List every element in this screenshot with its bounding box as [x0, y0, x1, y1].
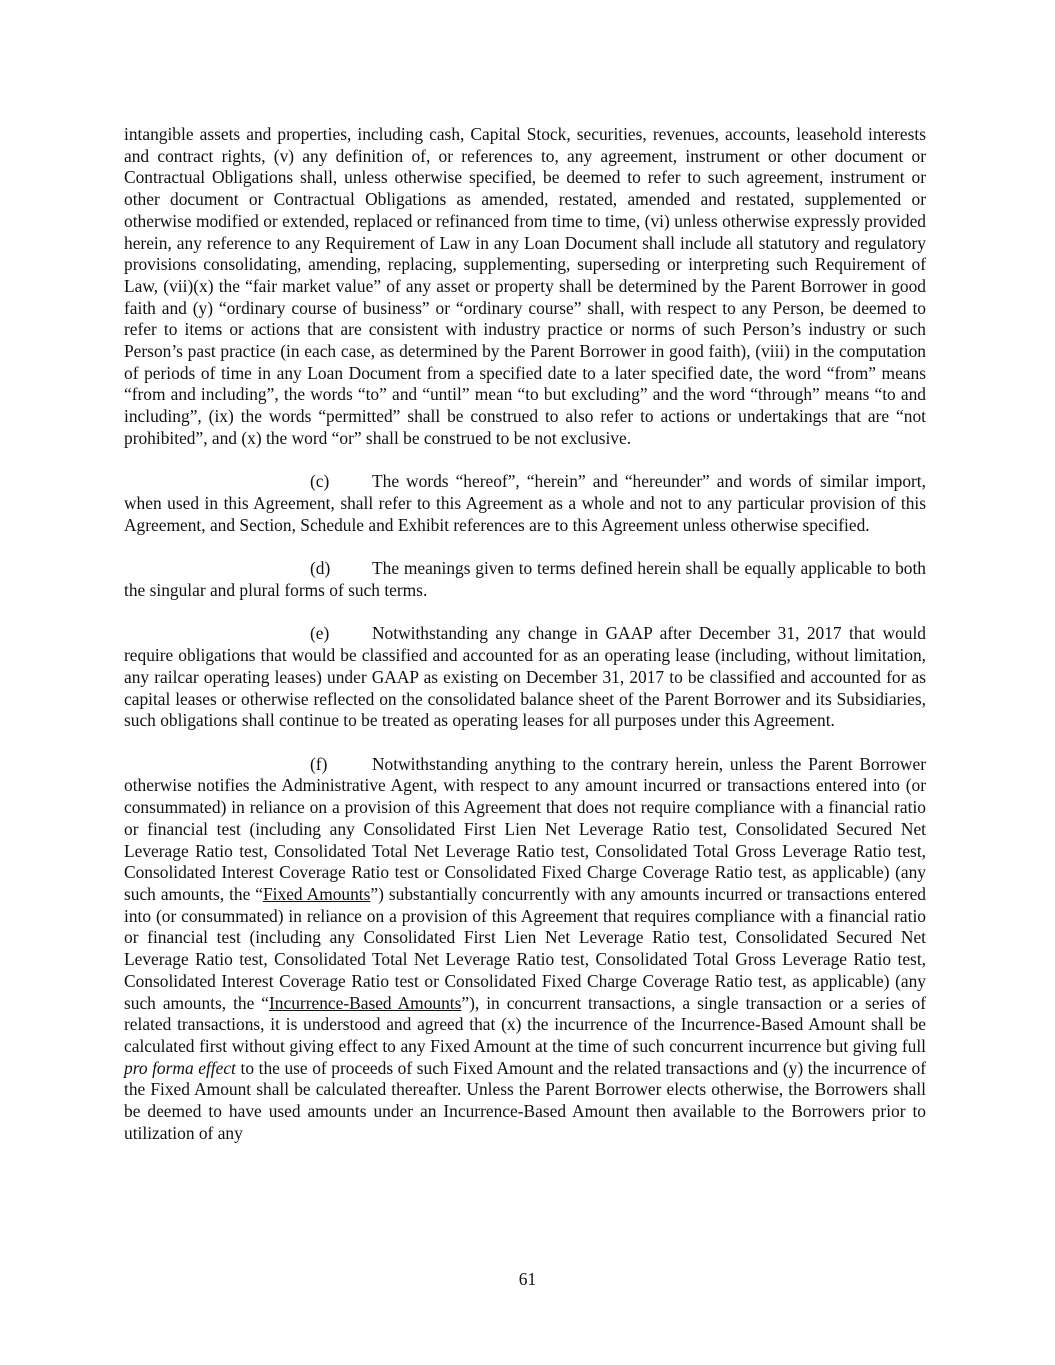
- paragraph-text: The meanings given to terms defined herein shall be equally applicable to both the singular and plural forms of such terms.: [124, 558, 926, 600]
- defined-term-incurrence-based-amounts: Incurrence-Based Amounts: [269, 992, 462, 1013]
- document-page: [124, 124, 926, 1166]
- paragraph-text: Notwithstanding any change in GAAP after December 31, 2017 that would require obligations that would be classified and accounted for as an operating lease (including, without limitation, any railcar operating leases) under GAAP as existing on December 31, 2017 to be classified and accounted for as capital leases or otherwise reflected on the consolidated balance sheet of the Parent Borrower and its Subsidiaries, such obligations shall continue to be treated as operating leases for all purposes under this Agreement.: [124, 623, 926, 731]
- paragraph-label: (d): [310, 558, 331, 579]
- paragraph-text-part: Notwithstanding anything to the contrary herein, unless the Parent Borrower otherwise notifies the Administrative Agent, with respect to any amount incurred or transactions entered into (or consummated) in reliance on a provision of this Agreement that does not require compliance with a financial ratio or financial test (including any Consolidated First Lien Net Leverage Ratio test, Consolidated Secured Net Leverage Ratio test, Consolidated Total Net Leverage Ratio test, Consolidated Total Gross Leverage Ratio test, Consolidated Interest Coverage Ratio test or Consolidated Fixed Charge Coverage Ratio test, as applicable) (any such amounts, the “: [124, 753, 926, 904]
- paragraph-text-part: ”), in concurrent transactions, a single transaction or a series of related transactions, it is understood and agreed that (x) the incurrence of the Incurrence-Based Amount shall be calculated first without giving effect to any Fixed Amount at the time of such concurrent incurrence but giving full: [124, 992, 926, 1056]
- paragraph-text-part: to the use of proceeds of such Fixed Amount and the related transactions and (y) the incurrence of the Fixed Amount shall be calculated thereafter. Unless the Parent Borrower elects otherwise, the Borrowers shall be deemed to have used amounts under an Incurrence-Based Amount then available to the Borrowers prior to utilization of any: [124, 1057, 926, 1143]
- page-number: 61: [518, 1269, 537, 1289]
- paragraph-text: intangible assets and properties, including cash, Capital Stock, securities, revenues, accounts, leasehold interests and contract rights, (v) any definition of, or references to, any agreement, instrument or other document or Contractual Obligations shall, unless otherwise specified, be deemed to refer to such agreement, instrument or other document or Contractual Obligations as amended, restated, amended and restated, supplemented or otherwise modified or extended, replaced or refinanced from time to time, (vi) unless otherwise expressly provided herein, any reference to any Requirement of Law in any Loan Document shall include all statutory and regulatory provisions consolidating, amending, replacing, supplementing, superseding or interpreting such Requirement of Law, (vii)(x) the “fair market value” of any asset or property shall be determined by the Parent Borrower in good faith and (y) “ordinary course of business” or “ordinary course” shall, with respect to any Person, be deemed to refer to items or actions that are consistent with industry practice or norms of such Person’s industry or such Person’s past practice (in each case, as determined by the Parent Borrower in good faith), (viii) in the computation of periods of time in any Loan Document from a specified date to a later specified date, the word “from” means “from and including”, the words “to” and “until” mean “to but excluding” and the word “through” means “to and including”, (ix) the words “permitted” shall be construed to also refer to actions or undertakings that are “not prohibited”, and (x) the word “or” shall be construed to be not exclusive.: [124, 124, 926, 448]
- paragraph-c: [124, 471, 926, 536]
- italic-pro-forma-effect: pro forma effect: [124, 1057, 236, 1078]
- paragraph-label: (c): [310, 471, 330, 492]
- paragraph-label: (e): [310, 623, 330, 644]
- paragraph-label: (f): [310, 753, 328, 774]
- defined-term-fixed-amounts: Fixed Amounts: [263, 883, 371, 904]
- paragraph-text: The words “hereof”, “herein” and “hereunder” and words of similar import, when used in this Agreement, shall refer to this Agreement as a whole and not to any particular provision of this Agreement, and Section, Schedule and Exhibit references are to this Agreement unless otherwise specified.: [124, 471, 926, 535]
- paragraph-text-part: ”) substantially concurrently with any amounts incurred or transactions entered into (or consummated) in reliance on a provision of this Agreement that requires compliance with a financial ratio or financial test (including any Consolidated First Lien Net Leverage Ratio test, Consolidated Secured Net Leverage Ratio test, Consolidated Total Net Leverage Ratio test, Consolidated Total Gross Leverage Ratio test, Consolidated Interest Coverage Ratio test or Consolidated Fixed Charge Coverage Ratio test, as applicable) (any such amounts, the “: [124, 883, 926, 1013]
- paragraph-d: [124, 558, 926, 601]
- paragraph-f: [124, 754, 926, 1145]
- paragraph-continued: [124, 124, 926, 450]
- paragraph-e: [124, 623, 926, 732]
